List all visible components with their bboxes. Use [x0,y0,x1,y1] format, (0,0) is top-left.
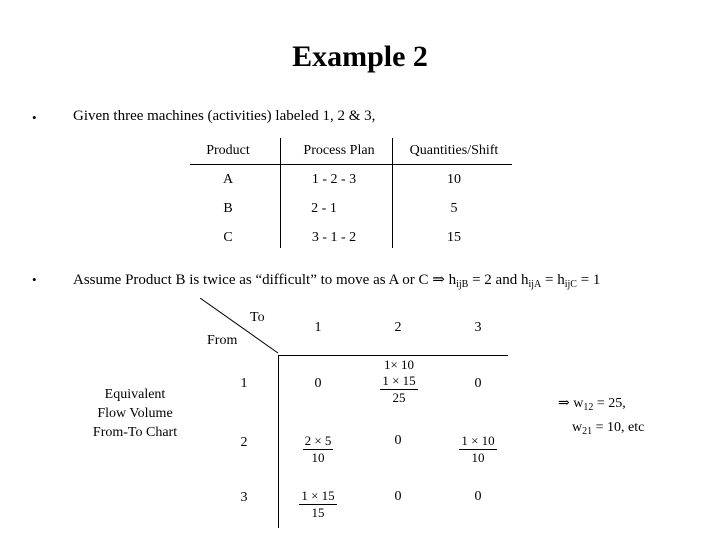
cell-r2c1 [288,433,348,466]
caption-line-2: Flow Volume [97,406,173,421]
cell-r3c1 [288,488,348,521]
cell-r1c2-line1: 1× 10 [383,357,415,372]
cell-r1c2-den: 25 [392,390,406,405]
slide-title: Example 2 [292,40,428,73]
from-label: From [207,333,238,348]
header-product: Product [206,143,250,158]
cell-r2c3 [448,433,508,466]
table-divider-1 [280,138,281,248]
bullet-1: • [32,110,37,125]
bullet-2: • [32,272,37,287]
chart-top-rule [278,355,508,356]
row-b-plan: 2 - 1 [311,201,337,216]
row-b-product: B [223,201,233,216]
sub-21: 21 [582,426,593,437]
chart-caption [70,385,200,442]
row-c-product: C [223,230,233,245]
cell-r3c1-num: 1 × 15 [301,488,335,503]
col-header-3: 3 [474,320,482,335]
row-a-qty: 10 [447,172,461,187]
assumption-line [73,270,600,290]
header-process-plan: Process Plan [303,143,375,158]
row-header-1: 1 [240,376,248,391]
eq-part-2: = h [541,272,565,288]
val-21: = 10, etc [592,420,645,435]
caption-line-1: Equivalent [104,387,166,402]
chart-left-rule [278,355,279,528]
eq-part-1: = 2 and h [468,272,529,288]
result-w12 [558,395,626,413]
result-w21 [572,420,644,437]
val-12: = 25, [593,396,626,411]
row-c-plan: 3 - 1 - 2 [311,230,357,245]
cell-r1c2-num: 1 × 15 [382,373,416,388]
row-a-product: A [222,172,234,187]
row-header-3: 3 [240,490,248,505]
cell-r1c3: 0 [474,376,482,391]
corner-diagonal [200,298,280,358]
cell-r2c3-den: 10 [471,450,485,465]
h-symbol: h [448,272,457,288]
col-header-1: 1 [314,320,322,335]
cell-r2c2: 0 [394,433,402,448]
intro-line: Given three machines (activities) labeled 1, 2 & 3, [73,108,376,124]
table-header-rule [190,164,512,165]
implies-icon: ⇒ [432,272,445,288]
assumption-text: Assume Product B is twice as “difficult” to move as A or C [73,272,429,288]
to-label: To [250,310,265,325]
sub-ijC: ijC [564,279,577,290]
cell-r3c3: 0 [474,489,482,504]
row-header-2: 2 [240,435,248,450]
w-symbol-1: w [573,396,584,411]
caption-line-3: From-To Chart [92,425,178,440]
sub-12: 12 [583,402,594,413]
w-symbol-2: w [572,420,583,435]
sub-ijA: ijA [528,279,542,290]
cell-r1c2 [360,357,438,406]
implies-icon-2: ⇒ [558,396,570,411]
row-b-qty: 5 [450,201,458,216]
cell-r2c1-den: 10 [311,450,325,465]
cell-r3c2: 0 [394,489,402,504]
eq-part-3: = 1 [576,272,601,288]
table-divider-2 [392,138,393,248]
sub-ijB: ijB [456,279,469,290]
cell-r2c1-num: 2 × 5 [304,433,332,448]
cell-r3c1-den: 15 [311,505,325,520]
cell-r2c3-num: 1 × 10 [461,433,495,448]
header-quantities: Quantities/Shift [409,143,499,158]
col-header-2: 2 [394,320,402,335]
cell-r1c1: 0 [314,376,322,391]
row-c-qty: 15 [447,230,461,245]
row-a-plan: 1 - 2 - 3 [311,172,357,187]
